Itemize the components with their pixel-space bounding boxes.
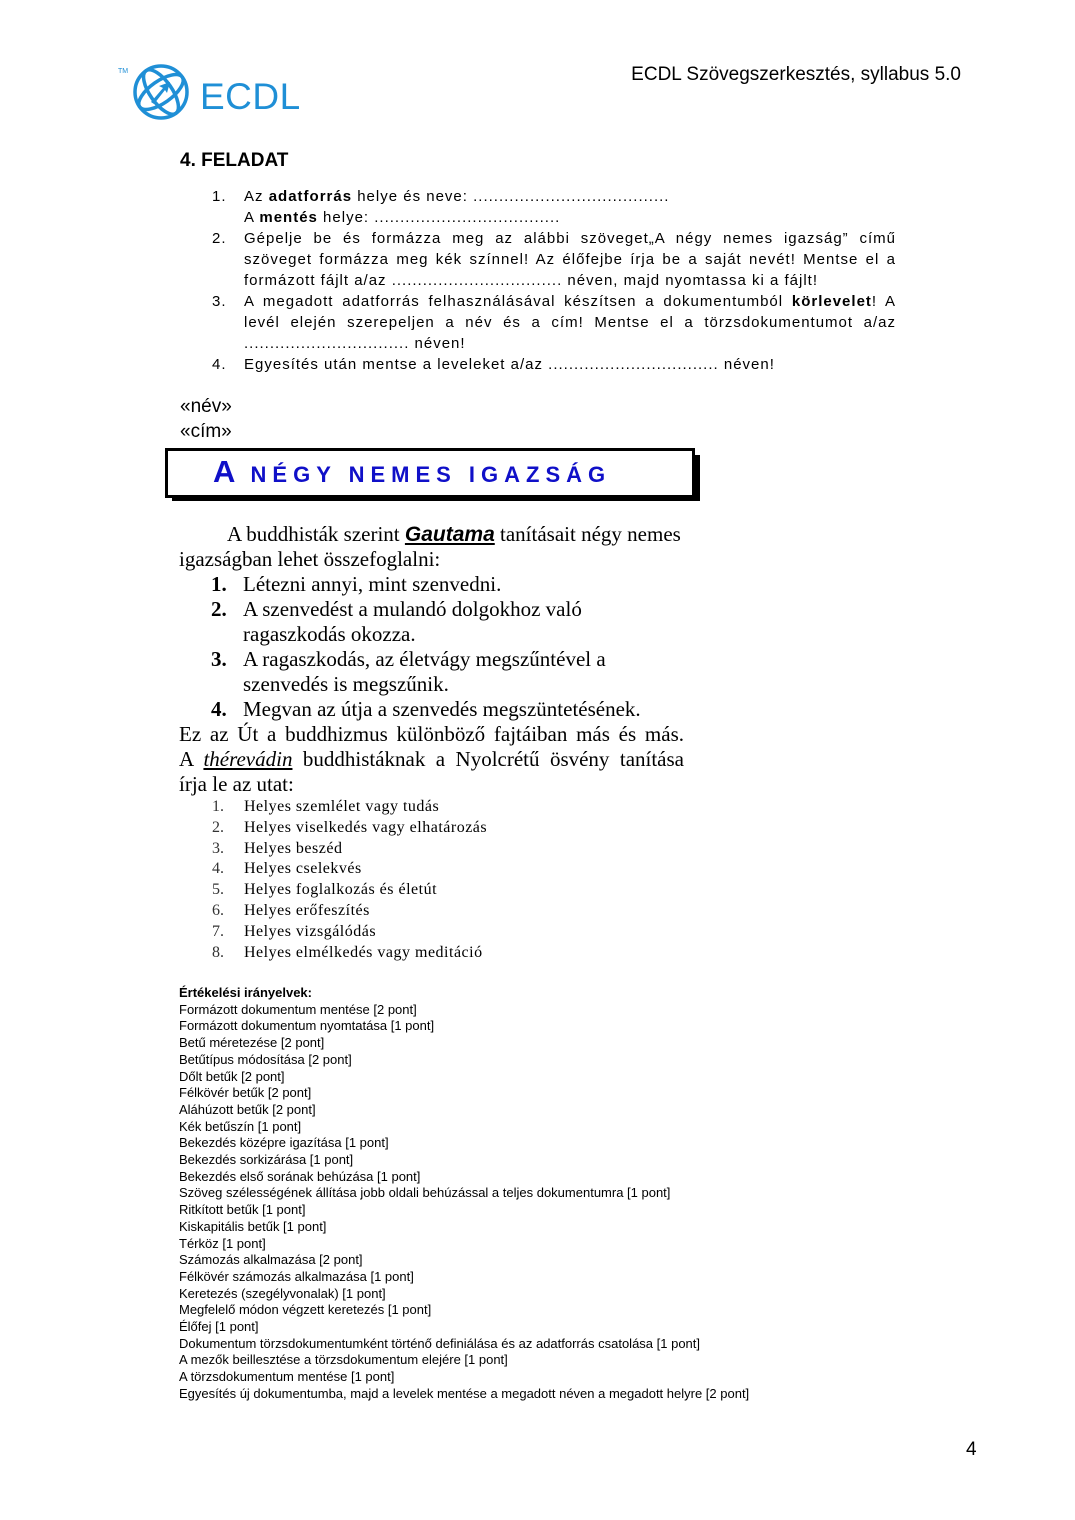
task-number: 1. [212, 188, 227, 205]
path-item [212, 797, 487, 818]
evaluation-item: Megfelelő módon végzett keretezés [1 pont] [179, 1302, 432, 1318]
intro-text: tanításait négy nemes igazságban lehet összefoglalni: [179, 522, 681, 571]
merge-field-name: «név» [180, 396, 232, 417]
task-number: 2. [212, 230, 227, 247]
path-item [212, 880, 487, 901]
evaluation-item: A mezők beillesztése a törzsdokumentum elejére [1 pont] [179, 1352, 508, 1368]
globe-icon [118, 62, 198, 122]
evaluation-item: Kiskapitális betűk [1 pont] [179, 1218, 327, 1234]
evaluation-item: Térköz [1 pont] [179, 1235, 266, 1251]
truth-number: 1. [211, 572, 227, 596]
evaluation-item: Félkövér számozás alkalmazása [1 pont] [179, 1268, 414, 1284]
gautama-name: Gautama [404, 523, 495, 546]
evaluation-item: Keretezés (szegélyvonalak) [1 pont] [179, 1285, 386, 1301]
evaluation-item: Bekezdés első sorának behúzása [1 pont] [179, 1168, 421, 1184]
path-item [212, 839, 487, 860]
path-item [212, 901, 487, 922]
task-keyword: mentés [259, 209, 318, 226]
truth-item [179, 597, 684, 647]
evaluation-item: Szöveg szélességének állítása jobb oldali behúzással a teljes dokumentumra [1 pont] [179, 1185, 671, 1201]
path-number: 6. [212, 901, 224, 919]
body-text [179, 522, 684, 797]
header-title: ECDL Szövegszerkesztés, syllabus 5.0 [631, 64, 961, 85]
truth-text: Megvan az útja a szenvedés megszüntetésének. [243, 697, 641, 721]
ecdl-logo [118, 62, 318, 122]
path-number: 3. [212, 839, 224, 857]
task-text: helye és neve: ...................................... [352, 188, 670, 205]
task-item [212, 354, 896, 375]
task-text: A [244, 209, 260, 226]
path-line: Ez az Út a buddhizmus különböző fajtáiban más és más. [179, 722, 684, 746]
task-text: ! A levél elején szerepeljen a név és a cím! Mentse el a törzsdokumentumot a/az ................................ néven! [244, 293, 897, 352]
task-list [212, 186, 896, 375]
truth-number: 2. [211, 597, 227, 621]
task-text: Az [244, 188, 269, 205]
truth-number: 3. [211, 647, 227, 671]
task-text: helye: .................................... [317, 209, 561, 226]
evaluation-item: Dokumentum törzsdokumentumként történő definiálása és az adatforrás csatolása [1 pont] [179, 1335, 701, 1351]
evaluation-item: Egyesítés új dokumentumba, majd a levelek mentése a megadott néven a megadott helyre [2 pont] [179, 1385, 750, 1401]
evaluation-item: A törzsdokumentum mentése [1 pont] [179, 1369, 395, 1385]
task-text: Gépelje be és formázza meg az alábbi szöveget„A négy nemes igazság” című szöveget formázza meg kék színnel! Az élőfejbe írja be a saját nevét! Mentse el a formázott fájlt a/az ................................. néven, majd nyomtassa ki a fájlt! [244, 230, 896, 289]
intro-text: A buddhisták szerint [227, 522, 405, 546]
path-text: Helyes erőfeszítés [244, 901, 370, 919]
truth-number: 4. [211, 697, 227, 721]
evaluation-item: Betű méretezése [2 pont] [179, 1035, 325, 1051]
page-number: 4 [966, 1439, 977, 1460]
path-number: 4. [212, 860, 224, 878]
evaluation-item: Kék betűszín [1 pont] [179, 1118, 302, 1134]
truth-item [179, 647, 684, 697]
evaluation-item: Ritkított betűk [1 pont] [179, 1202, 306, 1218]
evaluation-item: Dőlt betűk [2 pont] [179, 1068, 285, 1084]
truth-text: A szenvedést a mulandó dolgokhoz való ragaszkodás okozza. [243, 597, 582, 646]
logo-trademark: TM [118, 68, 129, 75]
path-item [212, 922, 487, 943]
task-title: 4. FELADAT [180, 150, 289, 171]
evaluation-item: Bekezdés sorkizárása [1 pont] [179, 1152, 354, 1168]
evaluation-item: Formázott dokumentum mentése [2 pont] [179, 1001, 417, 1017]
path-text: Helyes cselekvés [244, 860, 362, 878]
path-intro-text: A [179, 747, 204, 771]
truth-text: A ragaszkodás, az életvágy megszűntével a szenvedés is megszűnik. [243, 647, 606, 696]
task-text: Egyesítés után mentse a leveleket a/az ................................. néven! [244, 356, 775, 373]
path-number: 5. [212, 881, 224, 899]
evaluation-list [179, 1002, 959, 1403]
merge-field-address: «cím» [180, 421, 232, 442]
path-text: Helyes szemlélet vagy tudás [244, 798, 440, 815]
evaluation-item: Bekezdés középre igazítása [1 pont] [179, 1135, 389, 1151]
title-initial: A [213, 454, 239, 489]
path-item [212, 859, 487, 880]
title-box [165, 448, 695, 498]
intro-paragraph [179, 522, 684, 572]
path-item [212, 818, 487, 839]
task-item [212, 228, 896, 291]
evaluation-section [179, 985, 959, 1403]
path-text: Helyes viselkedés vagy elhatározás [244, 818, 488, 836]
task-item [212, 291, 896, 354]
evaluation-item: Aláhúzott betűk [2 pont] [179, 1101, 316, 1117]
evaluation-item: Betűtípus módosítása [2 pont] [179, 1051, 352, 1067]
task-item [212, 186, 896, 228]
path-item [212, 943, 487, 964]
title-rest: NÉGY NEMES IGAZSÁG [250, 462, 612, 487]
task-keyword: körlevelet [791, 293, 872, 310]
eightfold-path-list [212, 797, 487, 963]
document-title [213, 454, 611, 490]
evaluation-item: Félkövér betűk [2 pont] [179, 1085, 312, 1101]
path-number: 7. [212, 922, 224, 940]
task-keyword: adatforrás [268, 188, 353, 205]
truth-item [179, 572, 684, 597]
path-text: Helyes vizsgálódás [244, 922, 377, 940]
evaluation-item: Számozás alkalmazása [2 pont] [179, 1252, 363, 1268]
truth-item [179, 697, 684, 722]
path-intro [179, 747, 684, 797]
evaluation-item: Formázott dokumentum nyomtatása [1 pont] [179, 1018, 435, 1034]
logo-text: ECDL [200, 76, 301, 117]
path-text: Helyes beszéd [244, 839, 343, 857]
path-intro-text: buddhistáknak a Nyolcrétű ösvény tanítása írja le az utat: [179, 747, 684, 796]
path-number: 8. [212, 943, 224, 961]
evaluation-title: Értékelési irányelvek: [179, 985, 312, 1000]
truth-text: Létezni annyi, mint szenvedni. [243, 572, 502, 596]
task-number: 3. [212, 293, 227, 310]
task-text: A megadott adatforrás felhasználásával készítsen a dokumentumból [244, 293, 792, 310]
path-number: 1. [212, 798, 224, 815]
path-text: Helyes elmélkedés vagy meditáció [244, 943, 483, 961]
path-number: 2. [212, 818, 224, 836]
evaluation-item: Élőfej [1 pont] [179, 1319, 259, 1335]
therevadin-term: thérevádin [203, 747, 293, 771]
task-number: 4. [212, 356, 227, 373]
path-text: Helyes foglalkozás és életút [244, 881, 438, 899]
